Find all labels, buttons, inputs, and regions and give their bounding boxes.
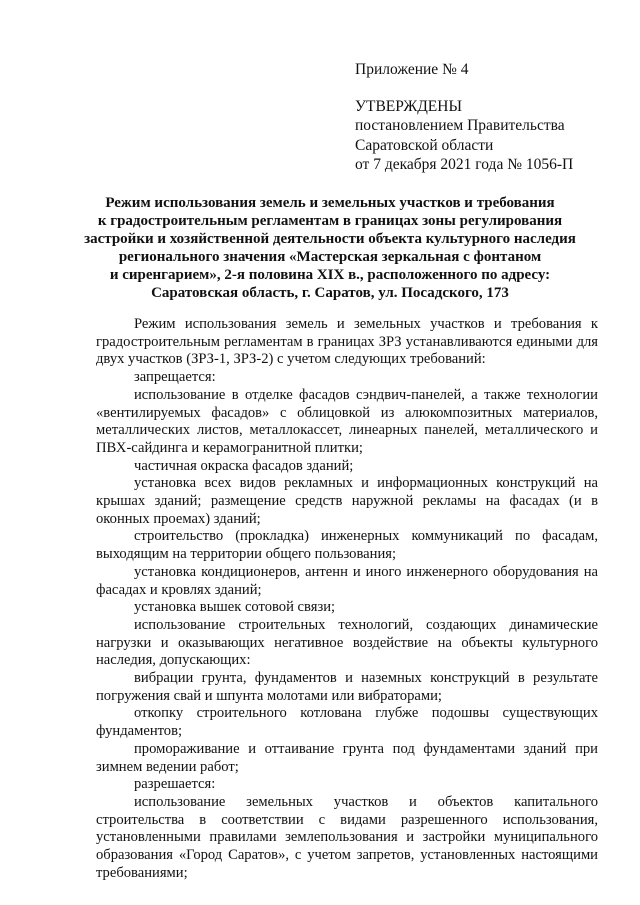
list-item: установка вышек сотовой связи; (134, 599, 336, 616)
list-item: промораживание и оттаивание грунта под фундаментами зданий при зимнем ведении работ; (96, 740, 598, 775)
resolution-date-number: от 7 декабря 2021 года № 1056-П (355, 156, 574, 173)
document-title (70, 194, 590, 302)
permitted-heading: разрешается: (134, 776, 216, 793)
list-item: использование в отделке фасадов сэндвич-панелей, а также технологии «вентилируемых фасадов» с облицовкой из алюкомпозитных материалов, металлических листов, металлокассет, линеарных панелей, металлического и ПВХ-сайдинга и керамогранитной плитки; (96, 386, 598, 456)
approved-region: Саратовской области (355, 136, 494, 154)
title-line: и сиренгарием», 2-я половина XIX в., расположенного по адресу: (109, 267, 551, 283)
list-item: использование строительных технологий, создающих динамические нагрузки и оказывающих негативное воздействие на объекты культурного наследия, допускающих: (96, 616, 598, 669)
document-body (96, 316, 598, 883)
approved-heading: УТВЕРЖДЕНЫ (355, 97, 462, 115)
title-line: Саратовская область, г. Саратов, ул. Посадского, 173 (151, 285, 509, 301)
annex-number: Приложение № 4 (355, 61, 469, 78)
list-item: строительство (прокладка) инженерных коммуникаций по фасадам, выходящим на территории общего пользования; (96, 528, 598, 563)
list-item: откопку строительного котлована глубже подошвы существующих фундаментов; (96, 705, 598, 740)
list-item: установка всех видов рекламных и информационных конструкций на крышах зданий; размещение средств наружной рекламы на фасадах (и в оконных проемах) зданий; (96, 475, 598, 527)
title-line: регионального значения «Мастерская зеркальная с фонтаном (118, 249, 542, 265)
intro-paragraph: Режим использования земель и земельных участков и требования к градостроительным регламентам в границах ЗРЗ устанавливаются едиными для двух участков (ЗРЗ-1, ЗРЗ-2) с учетом следующих требований: (96, 316, 598, 368)
list-item: частичная окраска фасадов зданий; (134, 457, 354, 474)
list-item: установка кондиционеров, антенн и иного инженерного оборудования на фасадах и кровлях зданий; (96, 563, 598, 598)
list-item: использование земельных участков и объектов капитального строительства в соответствии с видами разрешенного использования, установленными правилами землепользования и застройки муниципального образования «Город Саратов», с учетом запретов, установленных настоящими требованиями; (96, 793, 598, 881)
prohibited-heading: запрещается: (134, 369, 216, 386)
approval-block (355, 60, 625, 175)
title-line: к градостроительным регламентам в границах зоны регулирования (97, 213, 563, 229)
title-line: Режим использования земель и земельных участков и требования (105, 195, 555, 211)
title-line: застройки и хозяйственной деятельности объекта культурного наследия (84, 231, 576, 247)
list-item: вибрации грунта, фундаментов и наземных конструкций в результате погружения свай и шпунта молотами или вибраторами; (96, 670, 598, 704)
approved-by-resolution: постановлением Правительства (355, 117, 565, 134)
